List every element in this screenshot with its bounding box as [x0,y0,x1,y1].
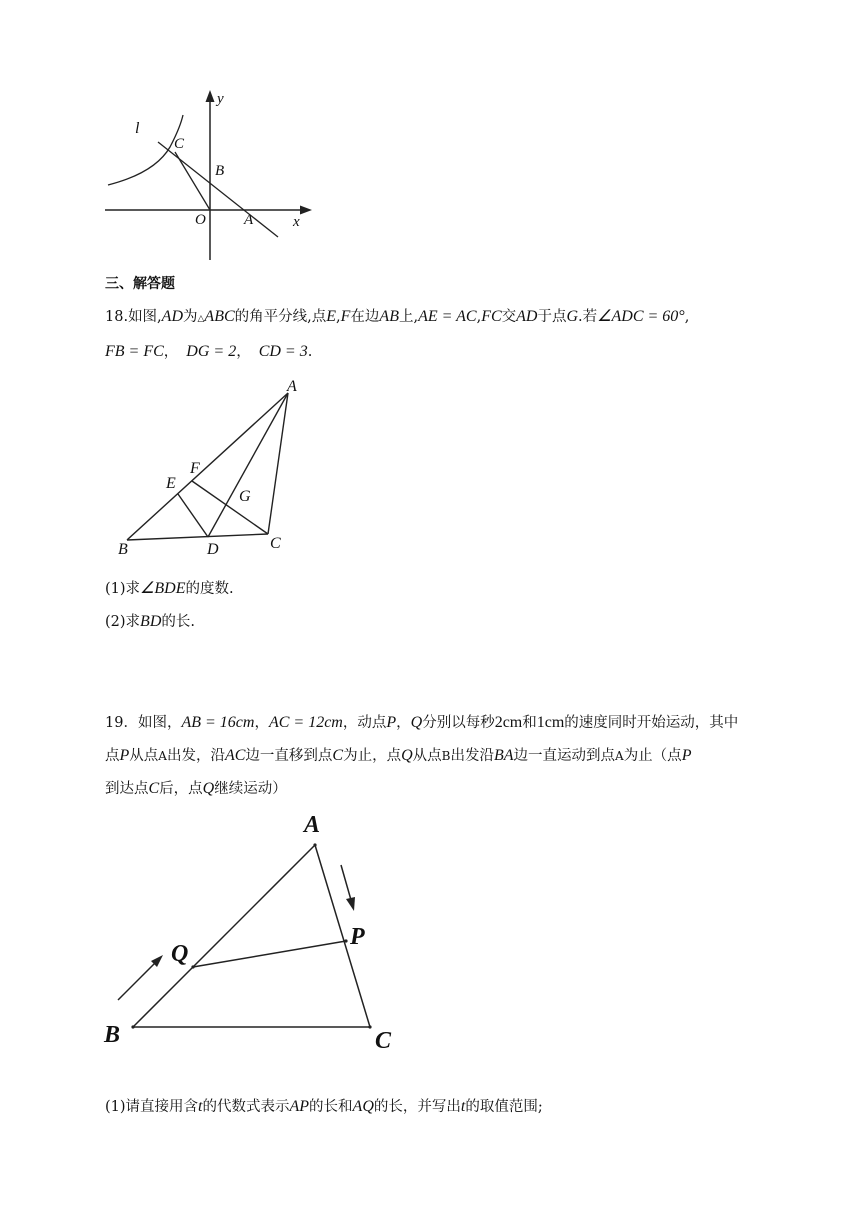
q19-math: AC = 12cm [268,714,343,731]
q18-label-d: D [207,541,219,558]
q19-math: Q [401,747,413,764]
q18-text: , [336,309,341,325]
q19-math: P [119,747,130,764]
arrow-p-shaft [341,865,351,900]
q18-math: ABC [204,308,235,325]
q19-sub1-text: 的代数式表示 [202,1099,290,1115]
fig17-label-l: l [135,120,140,137]
q19-text: A [158,749,167,763]
q19-text: ， [396,715,411,731]
q18-label-a: A [287,378,297,395]
q18-triangle-figure [110,380,310,560]
q19-label-p: P [350,924,365,950]
q18-label-f: F [190,460,200,477]
q19-text: A [615,749,624,763]
q18-text: ， [236,344,251,360]
fig17-label-a: A [244,212,254,228]
point-p [344,939,347,942]
q19-text: 从点 [129,748,159,764]
q19-math: Q [410,714,423,731]
q18-label-b: B [118,541,128,558]
q19-sub1-math: AP [289,1098,310,1115]
y-axis-arrow [206,90,215,102]
segment-fc [192,481,268,534]
q18-math: ∠ADC = 60° [597,308,685,325]
q19-text: 和 [522,715,537,731]
q18-text: .若 [578,309,598,325]
q19-text: ， [254,715,269,731]
q18-text: , [684,309,690,325]
q19-math: P [681,747,692,764]
q18-math: E [326,308,337,325]
q19-text: 到达点 [105,781,149,797]
q19-text: 边一直运动到点 [513,748,616,764]
q18-sub1-text: 的度数. [185,581,234,597]
q19-text: 出发，沿 [166,748,225,764]
q18-math: F [340,308,351,325]
q19-label-a: A [304,812,321,838]
q18-math: FC [481,308,502,325]
q18-sub2 [105,612,195,632]
hyperbola-curve [108,115,183,185]
q18-sub1-text: (1)求 [105,581,141,597]
q19-math: AB = 16cm [181,714,255,731]
q18-text: △ [197,314,205,324]
q18-sub2-math: BD [140,613,162,630]
q19-sub1-text: 的长和 [309,1099,353,1115]
q19-math: BA [493,747,514,764]
q19-text: 为止，点 [343,748,402,764]
point-b [131,1025,134,1028]
q19-sub1-math: t [460,1098,466,1115]
q19-label-b: B [104,1022,121,1048]
point-a [313,843,316,846]
fig17-label-y: y [217,91,224,107]
segment-ad [208,393,288,537]
q18-text: ， [163,344,179,360]
q19-text: 的速度同时开始运动，其中 [564,715,739,731]
q18-label-g: G [239,488,251,505]
q19-text: ，动点 [342,715,387,731]
q19-text: 后，点 [159,781,203,797]
q18-text: 于点 [537,309,567,325]
q19-text: 点 [105,748,120,764]
q19-math: P [386,714,397,731]
q19-line2 [105,746,691,766]
q19-math: C [148,780,160,797]
q18-text: 上, [398,309,419,325]
line-l [158,142,278,237]
section-title: 三、解答题 [105,276,175,292]
q18-label-c: C [270,535,281,552]
q18-text: 如图, [128,309,162,325]
q18-text: , [476,309,482,325]
segment-oc [175,152,210,210]
q18-math: CD = 3 [258,343,308,360]
side-ba [133,845,315,1027]
q18-sub2-text: 的长. [161,614,195,630]
q18-text: 交 [501,309,517,325]
q19-text: 继续运动） [214,781,287,797]
q19-text: 从点 [412,748,442,764]
q18-line2 [105,342,312,362]
q19-text: 分别以每秒 [422,715,495,731]
q19-label-c: C [375,1028,392,1054]
side-ba [127,393,288,540]
q19-text: 19．如图， [105,715,182,731]
q19-math: Q [202,780,215,797]
q18-math: DG = 2 [186,343,237,360]
fig17-label-b: B [215,163,225,179]
segment-ed [178,494,208,537]
fig17-label-c: C [174,136,185,152]
q18-sub1 [105,579,234,599]
q18-math: AD [161,308,183,325]
q19-math: 1cm [536,714,565,731]
q18-math: G [566,308,579,325]
q18-math: AD [516,308,538,325]
q19-math: C [332,747,344,764]
q19-sub1-math: AQ [352,1098,374,1115]
q18-text: 的角平分线,点 [234,309,327,325]
q19-sub1-text: 的长，并写出 [373,1099,461,1115]
q18-label-e: E [166,475,176,492]
q19-sub1-math: t [198,1098,203,1115]
point-q [191,965,194,968]
q18-math: AB [379,308,399,325]
arrow-q-shaft [118,963,155,1000]
x-axis-arrow [300,206,312,215]
fig17-label-o: O [195,212,206,228]
q18-text: 为 [183,309,198,325]
q18-math: AE = AC [418,308,477,325]
q19-sub1-text: 的取值范围; [465,1099,543,1115]
point-c [368,1025,371,1028]
q19-text: 为止（点 [623,748,682,764]
q18-math: FB = FC [105,343,164,360]
q18-text: 在边 [350,309,380,325]
q19-line1 [105,713,738,733]
q19-sub1 [105,1097,543,1117]
q18-sub2-text: (2)求 [105,614,141,630]
q18-number: 18. [105,309,129,325]
q19-math: AC [224,747,246,764]
q19-sub1-text: (1)请直接用含 [105,1099,199,1115]
q19-math: 2cm [494,714,523,731]
side-bc [127,534,268,540]
arrow-p-head [346,897,355,911]
q18-text: . [307,344,313,360]
fig17-coordinate-figure [100,85,320,265]
q19-text: 边一直移到点 [245,748,333,764]
side-ac [268,393,288,534]
q18-sub1-math: ∠BDE [140,580,186,597]
q19-line3 [105,779,287,799]
q19-text: 出发沿 [450,748,494,764]
q18-line1 [105,307,689,329]
q19-text: B [441,749,451,763]
q19-label-q: Q [171,941,189,967]
fig17-label-x: x [293,214,300,230]
